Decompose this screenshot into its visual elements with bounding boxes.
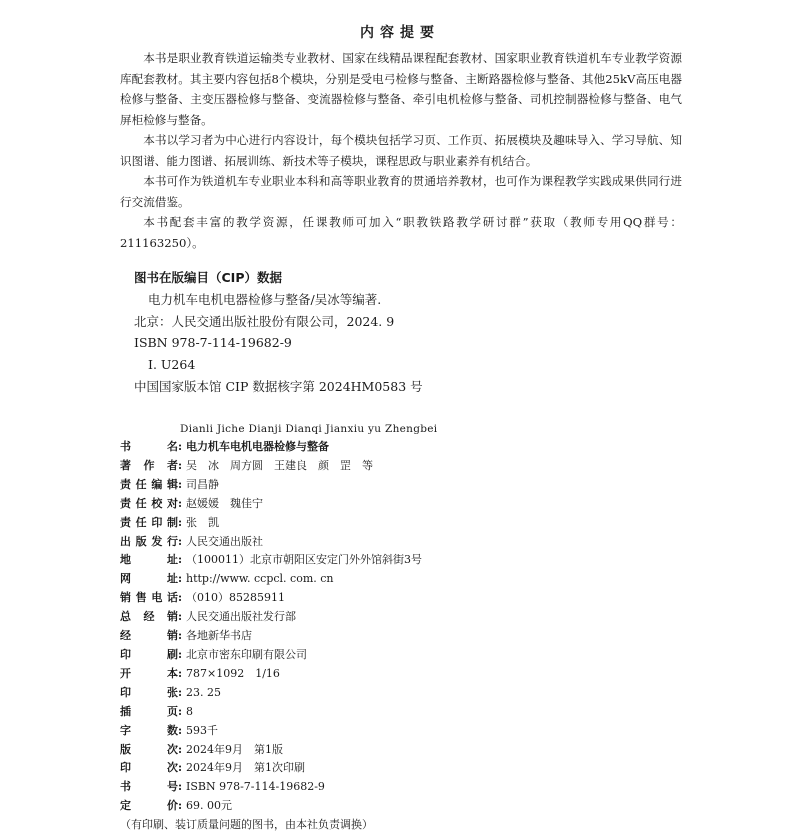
row-label: 经销	[120, 629, 178, 643]
colophon-row	[120, 627, 680, 646]
colophon-row	[120, 797, 680, 816]
colophon-row	[120, 551, 680, 570]
colophon-row	[120, 778, 680, 797]
summary-paragraph: 本书可作为铁道机车专业职业本科和高等职业教育的贯通培养教材，也可作为课程教学实践成果供同行进行交流借鉴。	[120, 174, 682, 209]
row-label: 总经销	[120, 610, 178, 624]
row-label: 书名	[120, 440, 178, 453]
cip-class-line: Ⅰ. U264	[148, 357, 196, 373]
colophon-row	[120, 722, 680, 741]
row-label: 印次	[120, 761, 178, 775]
colophon-row	[120, 457, 680, 476]
colophon-row	[120, 703, 680, 722]
colophon-row	[120, 570, 680, 589]
row-colon: :	[178, 477, 183, 491]
row-value: 人民交通出版社	[186, 534, 263, 548]
row-value: 2024年9月 第1次印刷	[186, 761, 305, 775]
row-label: 印张	[120, 685, 178, 699]
row-value: 人民交通出版社发行部	[186, 610, 296, 624]
colophon-row	[120, 741, 680, 760]
colophon-row	[120, 684, 680, 703]
row-colon: :	[178, 723, 183, 737]
row-label: 定价	[120, 799, 178, 813]
row-colon: :	[178, 591, 183, 605]
row-label: 出版发行	[120, 534, 178, 548]
row-colon: :	[178, 515, 183, 529]
colophon-row	[120, 759, 680, 778]
summary-body	[120, 48, 682, 253]
colophon-row	[120, 608, 680, 627]
colophon-row	[120, 495, 680, 514]
row-value: 593千	[186, 723, 218, 737]
row-label: 书号	[120, 780, 178, 794]
row-colon: :	[178, 572, 183, 586]
row-value: 各地新华书店	[186, 629, 252, 643]
row-colon: :	[178, 629, 183, 643]
row-colon: :	[178, 553, 183, 567]
row-label: 开本	[120, 666, 178, 680]
row-value: （100011）北京市朝阳区安定门外外馆斜街3号	[186, 553, 422, 567]
quality-note: （有印刷、装订质量问题的图书，由本社负责调换）	[120, 818, 373, 832]
colophon-row	[120, 438, 680, 457]
summary-paragraph: 本书配套丰富的教学资源，任课教师可加入“职教铁路教学研讨群”获取（教师专用QQ群号：211163250）。	[120, 215, 682, 250]
cip-data-block	[120, 267, 680, 398]
row-label: 责任校对	[120, 496, 178, 510]
row-label: 责任编辑	[120, 477, 178, 491]
row-value: 23. 25	[186, 685, 221, 699]
row-colon: :	[178, 761, 183, 775]
cip-number-line: 中国国家版本馆 CIP 数据核字第 2024HM0583 号	[134, 378, 423, 394]
row-value: （010）85285911	[186, 591, 285, 605]
row-colon: :	[178, 780, 183, 794]
cip-title-line: 电力机车电机电器检修与整备/吴冰等编著.	[148, 291, 382, 307]
row-colon: :	[178, 610, 183, 624]
summary-paragraph: 本书是职业教育铁道运输类专业教材、国家在线精品课程配套教材、国家职业教育铁道机车专业教学资源库配套教材。其主要内容包括8个模块，分别是受电弓检修与整备、主断路器检修与整备、其他25kV高压电器检修与整备、主变压器检修与整备、变流器检修与整备、牵引电机检修与整备、司机控制器检修与整备、电气屏柜检修与整备。	[120, 51, 682, 127]
row-colon: :	[178, 799, 183, 813]
row-value: 赵媛媛 魏佳宁	[186, 496, 263, 510]
cip-heading: 图书在版编目（CIP）数据	[134, 270, 282, 285]
row-colon: :	[178, 496, 183, 510]
row-value: 吴 冰 周方圆 王建良 颜 罡 等	[186, 458, 373, 472]
row-colon: :	[178, 685, 183, 699]
colophon-row	[120, 533, 680, 552]
row-colon: :	[178, 458, 183, 472]
row-label: 著作者	[120, 458, 178, 472]
row-value: 电力机车电机电器检修与整备	[186, 440, 329, 453]
row-label: 插页	[120, 704, 178, 718]
row-value: 69. 00元	[186, 799, 232, 813]
colophon-row	[120, 646, 680, 665]
row-label: 网址	[120, 572, 178, 586]
row-label: 地址	[120, 553, 178, 567]
row-colon: :	[178, 704, 183, 718]
row-colon: :	[178, 666, 183, 680]
row-label: 责任印制	[120, 515, 178, 529]
row-value: ISBN 978-7-114-19682-9	[186, 780, 325, 794]
row-value: http://www. ccpcl. com. cn	[186, 572, 334, 586]
summary-paragraph: 本书以学习者为中心进行内容设计，每个模块包括学习页、工作页、拓展模块及趣味导入、学习导航、知识图谱、能力图谱、拓展训练、新技术等子模块，课程思政与职业素养有机结合。	[120, 133, 682, 168]
row-value: 787×1092 1/16	[186, 666, 280, 680]
row-value: 8	[186, 704, 193, 718]
summary-title: 内容提要	[360, 25, 440, 41]
colophon-row	[120, 589, 680, 608]
row-colon: :	[178, 440, 183, 453]
row-colon: :	[178, 742, 183, 756]
cip-isbn-line: ISBN 978-7-114-19682-9	[134, 335, 292, 351]
colophon-row	[120, 514, 680, 533]
row-label: 版次	[120, 742, 178, 756]
row-value: 司昌静	[186, 477, 219, 491]
row-value: 北京市密东印刷有限公司	[186, 647, 307, 661]
colophon-row	[120, 665, 680, 684]
row-label: 印刷	[120, 647, 178, 661]
row-colon: :	[178, 647, 183, 661]
colophon-row	[120, 476, 680, 495]
pinyin-title: Dianli Jiche Dianji Dianqi Jianxiu yu Zhengbei	[180, 423, 438, 435]
colophon-table	[120, 438, 680, 835]
row-value: 张 凯	[186, 515, 219, 529]
row-label: 字数	[120, 723, 178, 737]
row-colon: :	[178, 534, 183, 548]
cip-publisher-line: 北京：人民交通出版社股份有限公司，2024. 9	[134, 313, 395, 329]
row-value: 2024年9月 第1版	[186, 742, 283, 756]
row-label: 销售电话	[120, 591, 178, 605]
